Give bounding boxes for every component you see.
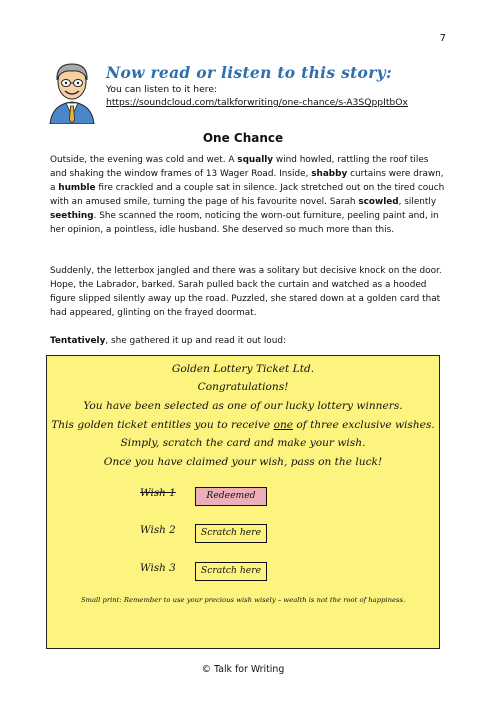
wish-3-scratch-button[interactable]: Scratch here xyxy=(195,562,267,581)
wish-2-label: Wish 2 xyxy=(140,524,176,536)
copyright-footer: © Talk for Writing xyxy=(201,664,285,675)
vocab-word: scowled xyxy=(358,197,399,207)
vocab-word: humble xyxy=(58,183,96,193)
ticket-selected-line: You have been selected as one of our lucky lottery winners. xyxy=(83,400,403,412)
page-number: 7 xyxy=(439,33,446,44)
ticket-entitles-line: This golden ticket entitles you to receive one of three exclusive wishes. xyxy=(51,419,435,431)
ticket-scratch-line: Simply, scratch the card and make your wish. xyxy=(120,437,366,449)
golden-ticket xyxy=(46,355,440,649)
vocab-word: shabby xyxy=(311,169,348,179)
vocab-word: Tentatively xyxy=(50,336,106,346)
soundcloud-link[interactable]: https://soundcloud.com/talkforwriting/one-chance/s-A3SQppItbOx xyxy=(106,97,408,108)
vocab-word: squally xyxy=(237,155,274,165)
section-heading: Now read or listen to this story: xyxy=(106,63,392,82)
ticket-pass-line: Once you have claimed your wish, pass on the luck! xyxy=(103,456,383,468)
ticket-company: Golden Lottery Ticket Ltd. xyxy=(171,363,315,375)
story-paragraph-3: Tentatively, she gathered it up and read it out loud: xyxy=(50,336,286,346)
wish-1-redeemed-button[interactable]: Redeemed xyxy=(195,487,267,506)
small-print: Small print: Remember to use your precious wish wisely – wealth is not the root of happiness. xyxy=(80,596,406,604)
teacher-avatar-icon xyxy=(44,60,100,124)
ticket-congratulations: Congratulations! xyxy=(197,381,289,393)
story-paragraph-2: Suddenly, the letterbox jangled and there was a solitary but decisive knock on the door. Hope, the Labrador, barked. Sarah pulled back the curtain and watched as a hooded figure slipped silently away up the road. Puzzled, she stared down at a golden card that had appeared, glinting on the frayed doormat. xyxy=(50,266,442,318)
wish-3-label: Wish 3 xyxy=(140,562,176,574)
wish-1-label: Wish 1 xyxy=(140,487,176,499)
listen-text: You can listen to it here: xyxy=(106,84,218,95)
listen-info xyxy=(106,83,408,109)
wish-2-scratch-button[interactable]: Scratch here xyxy=(195,524,267,543)
vocab-word: seething xyxy=(50,211,94,221)
story-title: One Chance xyxy=(202,131,284,145)
story-paragraph-1: Outside, the evening was cold and wet. A squally wind howled, rattling the roof tiles and shaking the window frames of 13 Wager Road. Inside, shabby curtains were drawn, a humble fire crackled and a couple sat in silence. Jack stretched out on the tired couch with an amused smile, turning the page of his favourite novel. Sarah scowled, silently seething. She scanned the room, noticing the worn-out furniture, peeling paint and, in her opinion, a pointless, idle husband. She deserved so much more than this. xyxy=(50,155,445,235)
